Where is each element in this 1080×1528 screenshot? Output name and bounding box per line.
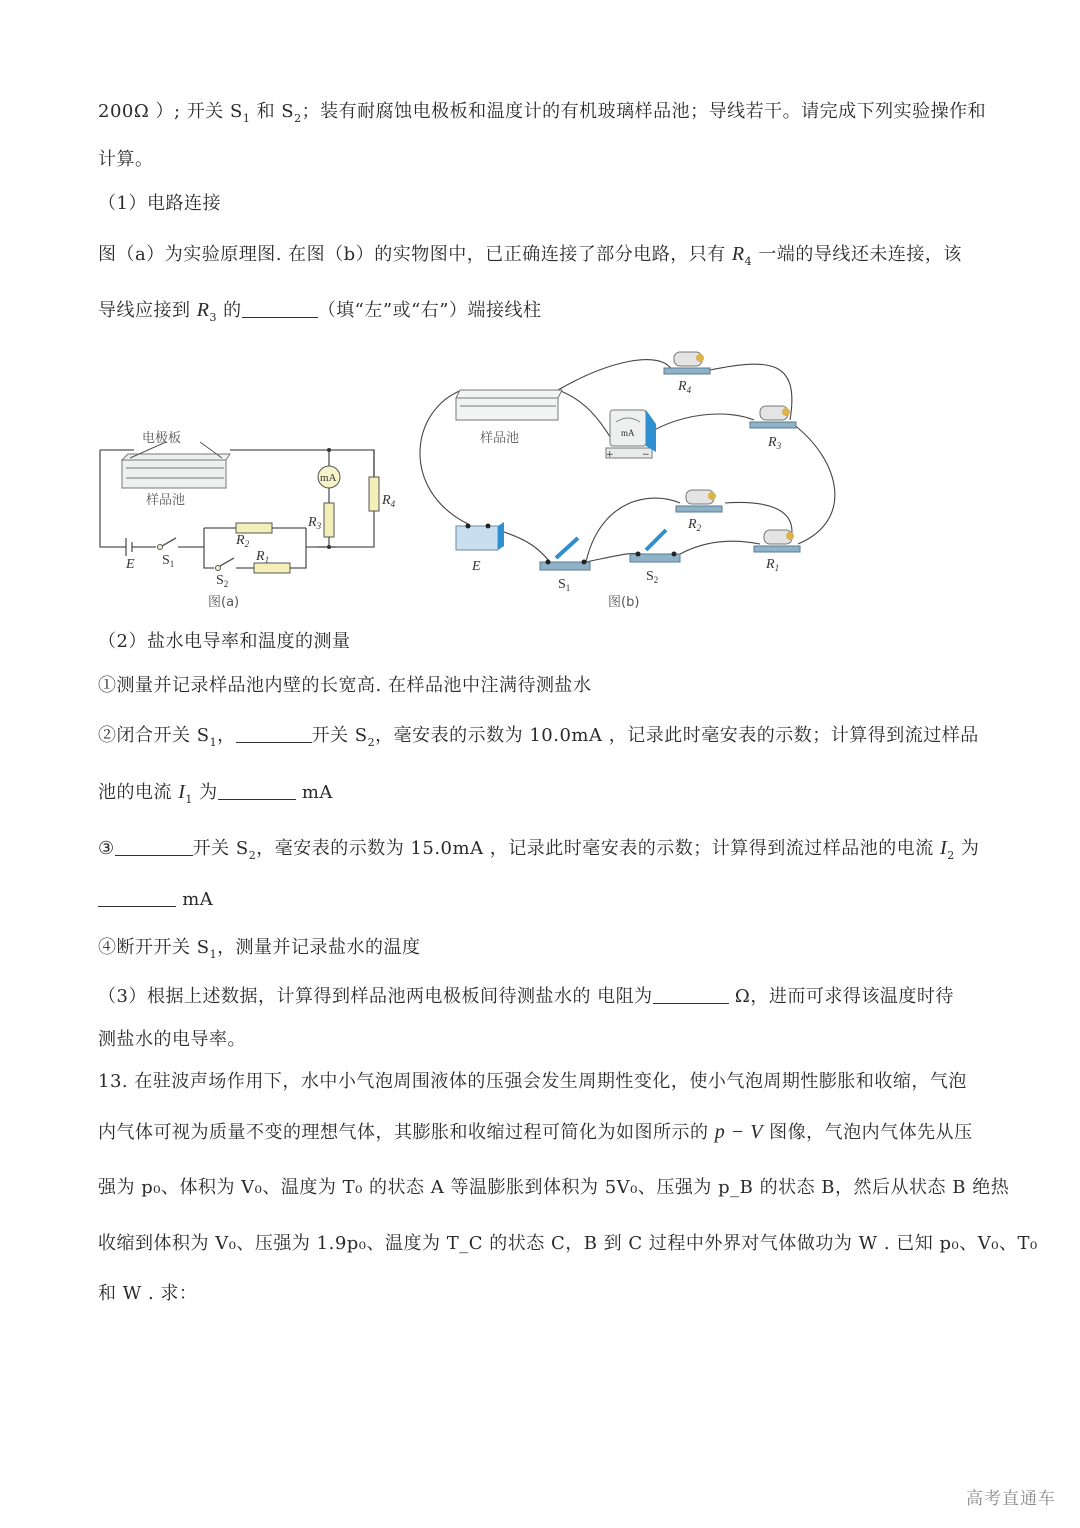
text: ，毫安表的示数为 15.0mA ，记录此时毫安表的示数；计算得到流过样品池的电流 xyxy=(256,838,941,859)
var-I: I xyxy=(178,781,186,803)
text: ②闭合开关 S xyxy=(98,725,210,746)
label-R2-b: $R_2$ xyxy=(688,517,702,533)
text: ， xyxy=(217,725,236,746)
text: ，毫安表的示数为 10.0mA ，记录此时毫安表的示数；计算得到流过样品 xyxy=(375,725,979,746)
text: 为 xyxy=(954,838,980,859)
q13-line-4: 收缩到体积为 V₀、压强为 1.9p₀、温度为 T_C 的状态 C，B 到 C 过程中外界对气体做功为 W . 已知 p₀、V₀、T₀ xyxy=(98,1233,1038,1254)
subscript: 1 xyxy=(209,948,218,961)
var-R: R xyxy=(731,243,745,265)
text: 为 xyxy=(192,782,218,803)
var-I: I xyxy=(940,837,948,859)
label-R4-b: $R_4$ xyxy=(678,379,692,395)
meter-minus: − xyxy=(642,450,650,460)
q13-line-3: 强为 p₀、体积为 V₀、温度为 T₀ 的状态 A 等温膨胀到体积为 5V₀、压强为 p_B 的状态 B，然后从状态 B 绝热 xyxy=(98,1177,1010,1198)
label-S1-b: $S_1$ xyxy=(558,577,571,593)
switch-S2-icon xyxy=(630,530,680,562)
resistor-R2-icon xyxy=(676,490,722,512)
pv-expression: p − V xyxy=(714,1121,763,1143)
watermark: 高考直通车 xyxy=(966,1489,1056,1509)
answer-blank[interactable] xyxy=(242,299,318,318)
label-E: E xyxy=(126,557,135,572)
part2-step-3-line-2 xyxy=(98,888,213,912)
text: 图（a）为实验原理图. 在图（b）的实物图中，已正确连接了部分电路，只有 xyxy=(98,244,732,265)
subscript: 2 xyxy=(294,112,302,125)
intro-text: 和 S xyxy=(250,101,295,122)
unit: mA xyxy=(295,782,333,803)
intro-line-2: 计算。 xyxy=(98,149,154,170)
part2-step-2-line-2 xyxy=(98,780,333,812)
intro-text: ；装有耐腐蚀电极板和温度计的有机玻璃样品池；导线若干。请完成下列实验操作和 xyxy=(301,101,987,122)
part2-step-1: ①测量并记录样品池内壁的长宽高. 在样品池中注满待测盐水 xyxy=(98,675,592,696)
part2-step-4 xyxy=(98,936,421,967)
answer-blank[interactable] xyxy=(98,888,176,907)
subscript: 2 xyxy=(248,849,257,862)
answer-blank[interactable] xyxy=(653,985,729,1004)
answer-blank[interactable] xyxy=(115,837,193,856)
subscript: 1 xyxy=(242,112,251,125)
text: 图像，气泡内气体先从压 xyxy=(762,1122,973,1143)
figure-a-circuit-diagram xyxy=(96,420,406,620)
pool-label: 样品池 xyxy=(146,493,186,508)
resistor-R4-icon xyxy=(664,352,710,374)
text: 导线应接到 xyxy=(98,300,197,321)
var-R: R xyxy=(196,299,210,321)
label-S1: $S_1$ xyxy=(162,553,175,569)
label-R2: $R_2$ xyxy=(236,533,250,549)
part1-text-2 xyxy=(98,298,542,330)
electrode-label: 电极板 xyxy=(142,431,182,446)
meter-plus: + xyxy=(606,450,614,460)
text: （填“左”或“右”）端接线柱 xyxy=(317,300,542,321)
unit: mA xyxy=(176,889,214,910)
text: 池的电流 xyxy=(98,782,179,803)
milliammeter-label: mA xyxy=(320,472,337,484)
text: （3）根据上述数据，计算得到样品池两电极板间待测盐水的 电阻为 xyxy=(98,986,653,1007)
text: 内气体可视为质量不变的理想气体，其膨胀和收缩过程可简化为如图所示的 xyxy=(98,1122,715,1143)
text: 开关 S xyxy=(192,838,249,859)
subscript: 1 xyxy=(185,793,193,806)
part3-line-1 xyxy=(98,985,954,1009)
text: 一端的导线还未连接，该 xyxy=(752,244,962,265)
text: ，测量并记录盐水的温度 xyxy=(217,937,421,958)
subscript: 4 xyxy=(744,255,753,268)
q13-line-5: 和 W . 求： xyxy=(98,1283,198,1304)
figure-b-physical-circuit xyxy=(410,340,860,620)
q13-line-2 xyxy=(98,1120,973,1145)
answer-blank[interactable] xyxy=(218,781,296,800)
part3-line-2: 测盐水的电导率。 xyxy=(98,1029,246,1050)
intro-text: 200Ω ）; 开关 S xyxy=(98,101,243,122)
subscript: 1 xyxy=(209,736,218,749)
label-R1-b: $R_1$ xyxy=(766,557,780,573)
label-R3: $R_3$ xyxy=(308,515,322,531)
text: ④断开开关 S xyxy=(98,937,210,958)
label-S2: $S_2$ xyxy=(216,573,229,589)
figure-a-caption: 图(a) xyxy=(208,595,240,610)
resistor-R1-icon xyxy=(754,530,800,552)
battery-icon xyxy=(456,522,504,550)
answer-blank[interactable] xyxy=(236,724,312,743)
intro-line-1 xyxy=(98,100,986,131)
part2-step-2-line-1 xyxy=(98,724,979,755)
switch-S1-icon xyxy=(540,538,590,570)
label-R3-b: $R_3$ xyxy=(768,435,782,451)
text: 开关 S xyxy=(311,725,368,746)
label-R1: $R_1$ xyxy=(256,549,270,565)
text: 的 xyxy=(216,300,242,321)
label-E-b: E xyxy=(472,559,481,574)
part2-step-3-line-1 xyxy=(98,836,979,868)
text: Ω，进而可求得该温度时待 xyxy=(728,986,954,1007)
label-R4: $R_4$ xyxy=(382,493,396,509)
label-S2-b: $S_2$ xyxy=(646,569,659,585)
resistor-R3-icon xyxy=(750,406,796,428)
text: ③ xyxy=(98,838,115,859)
part2-heading: （2）盐水电导率和温度的测量 xyxy=(98,631,351,652)
pool-label-b: 样品池 xyxy=(480,431,520,446)
part1-heading: （1）电路连接 xyxy=(98,193,221,214)
subscript: 3 xyxy=(209,311,217,324)
figure-b-caption: 图(b) xyxy=(608,595,640,610)
meter-label: mA xyxy=(621,428,635,438)
part1-text-1 xyxy=(98,242,962,274)
subscript: 2 xyxy=(947,849,955,862)
subscript: 2 xyxy=(367,736,376,749)
q13-line-1: 13. 在驻波声场作用下，水中小气泡周围液体的压强会发生周期性变化，使小气泡周期性膨胀和收缩，气泡 xyxy=(98,1071,967,1092)
